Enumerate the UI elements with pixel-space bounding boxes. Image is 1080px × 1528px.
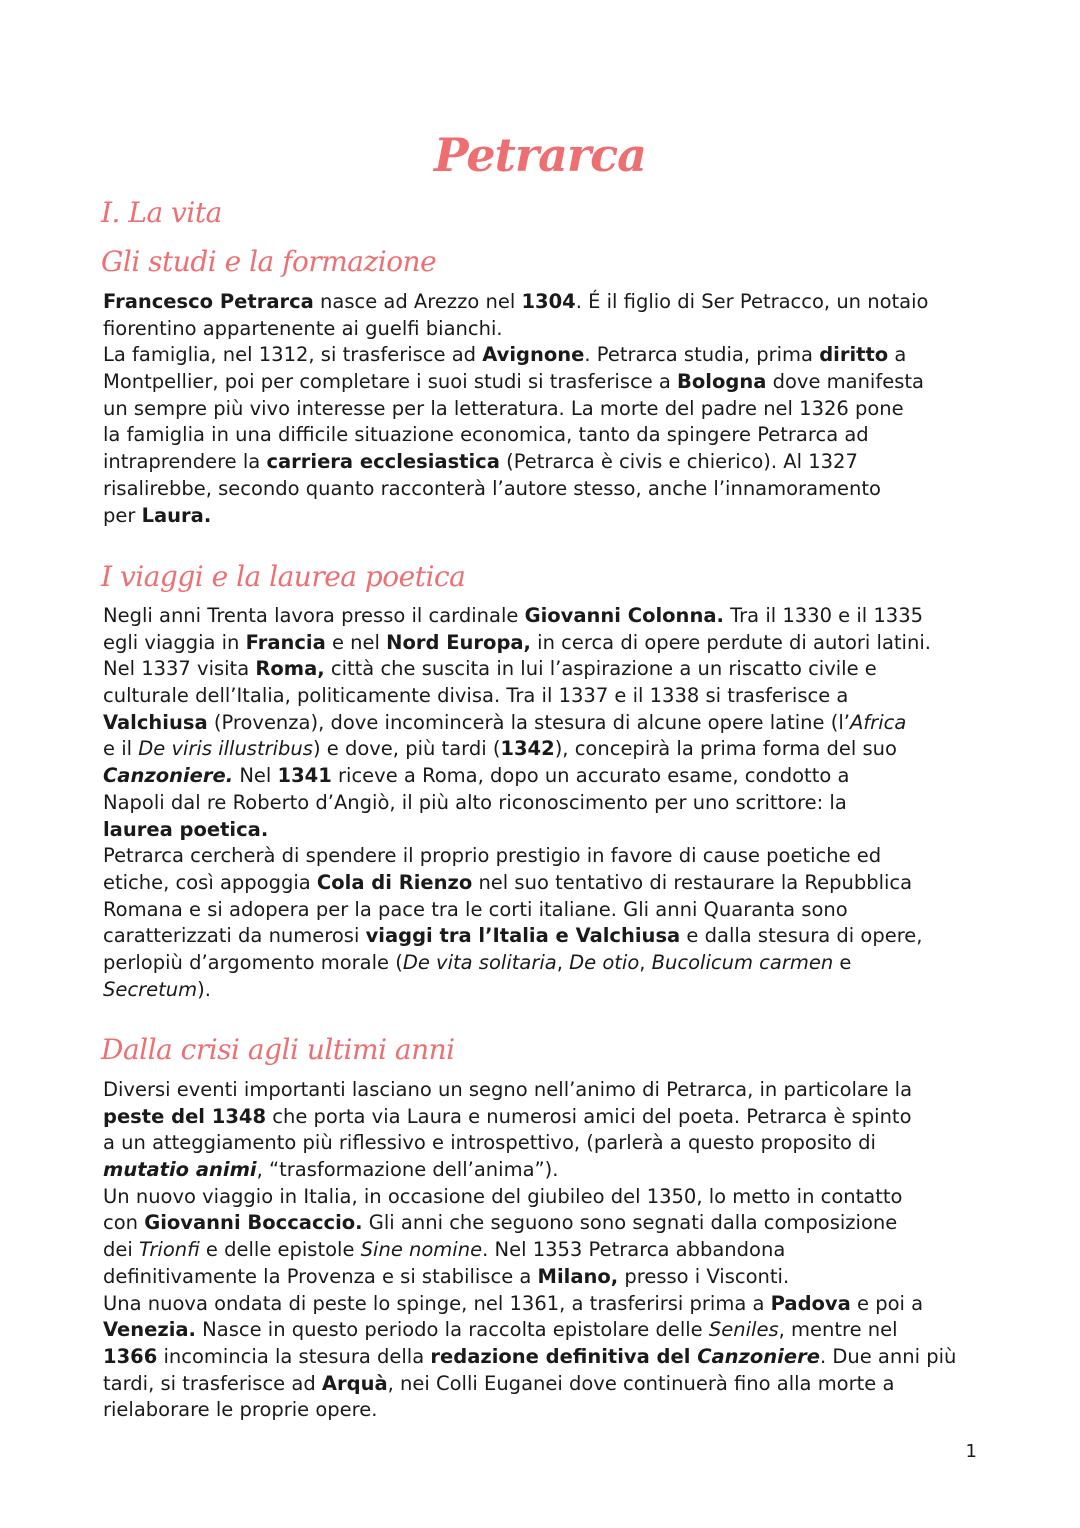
text-run: (Provenza), dove incomincerà la stesura di alcune opere latine (l’ (207, 710, 850, 734)
text-run: a (888, 343, 907, 367)
text-line (103, 1264, 983, 1291)
text-run: Negli anni Trenta lavora presso il cardinale (103, 604, 525, 627)
text-run: e dalla stesura di opere, (680, 924, 923, 948)
text-run: nel suo tentativo di restaurare la Repubblica (472, 870, 913, 894)
text-line (103, 870, 983, 897)
text-line (103, 1317, 983, 1344)
text-run: . Due anni più (819, 1344, 957, 1368)
subheading-viaggi-laurea: I viaggi e la laurea poetica (101, 560, 466, 593)
text-line (103, 1237, 983, 1264)
text-run: tardi, si trasferisce ad (103, 1371, 322, 1395)
text-line (103, 1077, 983, 1104)
subheading-studi-formazione: Gli studi e la formazione (101, 245, 437, 278)
text-run: peste del 1348 (103, 1104, 267, 1128)
text-run: in cerca di opere perdute di autori latini. (530, 630, 931, 654)
text-line (103, 1291, 983, 1318)
text-line (103, 817, 983, 844)
text-run: , (639, 950, 652, 974)
text-run: la famiglia in una difficile situazione economica, tanto da spingere Petrarca ad (103, 423, 869, 447)
text-run: Napoli dal re Roberto d’Angiò, il più alto riconoscimento per uno scrittore: la (103, 790, 847, 814)
page-number: 1 (965, 1441, 977, 1462)
text-run: , (556, 950, 570, 974)
text-line (103, 476, 983, 503)
text-run: Canzoniere. (103, 764, 234, 788)
text-run: ). (197, 977, 211, 1001)
text-line (103, 1371, 983, 1398)
text-run: diritto (819, 343, 889, 367)
text-run: Africa (849, 710, 907, 734)
text-line (103, 656, 983, 683)
text-run: De otio (569, 950, 640, 974)
text-run: Bologna (677, 370, 767, 394)
text-run: egli viaggia in (103, 630, 246, 654)
subheading-crisi-ultimi-anni: Dalla crisi agli ultimi anni (101, 1033, 455, 1066)
text-line (103, 630, 983, 657)
text-run: etiche, così appoggia (103, 870, 317, 894)
text-line (103, 342, 983, 369)
text-run: La famiglia, nel 1312, si trasferisce ad (103, 343, 483, 367)
text-line (103, 449, 983, 476)
text-run: Gli anni che seguono sono segnati dalla composizione (362, 1211, 898, 1235)
text-run: ) e dove, più tardi ( (312, 737, 501, 761)
section-heading-la-vita: I. La vita (101, 196, 222, 229)
text-run: Arquà (321, 1371, 388, 1395)
text-run: e poi a (850, 1291, 924, 1315)
text-run: , nei Colli Euganei dove continuerà fino alla morte a (387, 1371, 895, 1395)
text-line (103, 1157, 983, 1184)
text-run: perlopiù d’argomento morale ( (103, 950, 403, 974)
text-line (103, 369, 983, 396)
text-run: viaggi tra l’Italia e Valchiusa (365, 924, 681, 948)
text-run: Milano, (537, 1264, 619, 1288)
text-run: Roma, (255, 657, 325, 681)
text-run: Avignone (482, 343, 585, 367)
text-line (103, 1344, 983, 1371)
text-run: che porta via Laura e numerosi amici del poeta. Petrarca è spinto (266, 1104, 912, 1128)
text-line (103, 710, 983, 737)
text-line (103, 289, 983, 316)
text-line (103, 950, 983, 977)
text-run: Nel 1337 visita (103, 657, 256, 681)
text-run: redazione definitiva del (430, 1344, 698, 1368)
text-line (103, 1184, 983, 1211)
paragraph-viaggi (103, 603, 983, 1003)
text-line (103, 422, 983, 449)
text-line (103, 316, 983, 343)
text-line (103, 1104, 983, 1131)
text-run: Una nuova ondata di peste lo spinge, nel 1361, a trasferirsi prima a (103, 1291, 771, 1315)
text-run: incomincia la stesura della (157, 1344, 431, 1368)
text-run: Secretum (103, 977, 198, 1001)
paragraph-studi (103, 289, 983, 529)
text-run: Francia (245, 630, 326, 654)
text-run: Trionfi (139, 1238, 200, 1262)
text-run: culturale dell’Italia, politicamente divisa. Tra il 1337 e il 1338 si trasferisce a (103, 684, 849, 708)
text-line (103, 763, 983, 790)
text-run: intraprendere la (103, 450, 267, 474)
text-run: 1304 (521, 290, 576, 313)
text-line (103, 977, 983, 1004)
text-run: e il (103, 737, 139, 761)
text-line (103, 1130, 983, 1157)
text-run: laurea poetica. (103, 817, 269, 841)
text-run: Petrarca cercherà di spendere il proprio prestigio in favore di cause poetiche ed (103, 844, 882, 868)
text-run: risalirebbe, secondo quanto racconterà l’autore stesso, anche l’innamoramento (103, 476, 881, 500)
text-run: Laura. (141, 503, 212, 527)
text-run: Nasce in questo periodo la raccolta epistolare delle (195, 1318, 709, 1342)
text-line (103, 396, 983, 423)
text-run: 1366 (103, 1344, 158, 1368)
text-run: De vita solitaria (402, 950, 557, 974)
text-run: (Petrarca è civis e chierico). Al 1327 (499, 450, 858, 474)
text-run: Montpellier, poi per completare i suoi studi si trasferisce a (103, 370, 678, 394)
text-run: presso i Visconti. (618, 1264, 790, 1288)
text-line (103, 1397, 983, 1424)
text-run: con (103, 1211, 145, 1235)
text-line (103, 843, 983, 870)
text-run: Tra il 1330 e il 1335 (723, 604, 924, 627)
text-line (103, 1210, 983, 1237)
text-run: Canzoniere (697, 1344, 820, 1368)
text-run: ), concepirà la prima forma del suo (554, 737, 897, 761)
text-run: per (103, 503, 142, 527)
text-run: . Petrarca studia, prima (584, 343, 820, 367)
text-run: , “trasformazione dell’anima”). (256, 1158, 559, 1182)
text-run: rielaborare le proprie opere. (103, 1398, 378, 1422)
paragraph-crisi (103, 1077, 983, 1424)
text-run: Diversi eventi importanti lasciano un segno nell’animo di Petrarca, in particolare la (103, 1078, 913, 1101)
text-run: . Nel 1353 Petrarca abbandona (482, 1238, 786, 1262)
text-run: Giovanni Boccaccio. (144, 1211, 363, 1235)
text-run: Padova (770, 1291, 851, 1315)
text-run: De viris illustribus (138, 737, 313, 761)
text-run: dei (103, 1238, 139, 1262)
text-run: un sempre più vivo interesse per la letteratura. La morte del padre nel 1326 pone (103, 396, 904, 420)
text-run: e nel (325, 630, 387, 654)
text-line (103, 503, 983, 530)
text-run: città che suscita in lui l’aspirazione a un riscatto civile e (324, 657, 877, 681)
text-run: definitivamente la Provenza e si stabilisce a (103, 1264, 538, 1288)
text-run: Francesco Petrarca (103, 290, 314, 313)
text-run: Nord Europa, (386, 630, 531, 654)
text-run: Valchiusa (103, 710, 208, 734)
text-run: caratterizzati da numerosi (103, 924, 366, 948)
text-run: 1342 (500, 737, 555, 761)
page-title: Petrarca (434, 128, 646, 182)
text-run: e (833, 950, 852, 974)
text-line (103, 897, 983, 924)
text-line (103, 736, 983, 763)
text-run: 1341 (277, 764, 332, 788)
text-line (103, 790, 983, 817)
text-run: Cola di Rienzo (316, 870, 473, 894)
text-run: Romana e si adopera per la pace tra le corti italiane. Gli anni Quaranta sono (103, 897, 848, 921)
text-run: . É il figlio di Ser Petracco, un notaio (575, 290, 929, 313)
text-run: Venezia. (103, 1318, 196, 1342)
text-line (103, 683, 983, 710)
text-line (103, 603, 983, 630)
text-run: riceve a Roma, dopo un accurato esame, condotto a (331, 764, 850, 788)
text-line (103, 923, 983, 950)
text-run: nasce ad Arezzo nel (313, 290, 522, 313)
text-run: mutatio animi (103, 1158, 257, 1182)
text-run: Giovanni Colonna. (524, 604, 724, 627)
text-run: Seniles (708, 1318, 779, 1342)
text-run: Un nuovo viaggio in Italia, in occasione del giubileo del 1350, lo metto in contatto (103, 1184, 903, 1208)
text-run: , mentre nel (778, 1318, 898, 1342)
text-run: Sine nomine (360, 1238, 483, 1262)
text-run: a un atteggiamento più riflessivo e introspettivo, (parlerà a questo proposito di (103, 1131, 876, 1155)
text-run: Bucolicum carmen (651, 950, 834, 974)
text-run: fiorentino appartenente ai guelfi bianchi. (103, 316, 503, 340)
text-run: Nel (233, 764, 278, 788)
text-run: carriera ecclesiastica (266, 450, 500, 474)
text-run: dove manifesta (766, 370, 924, 394)
text-run: e delle epistole (199, 1238, 361, 1262)
